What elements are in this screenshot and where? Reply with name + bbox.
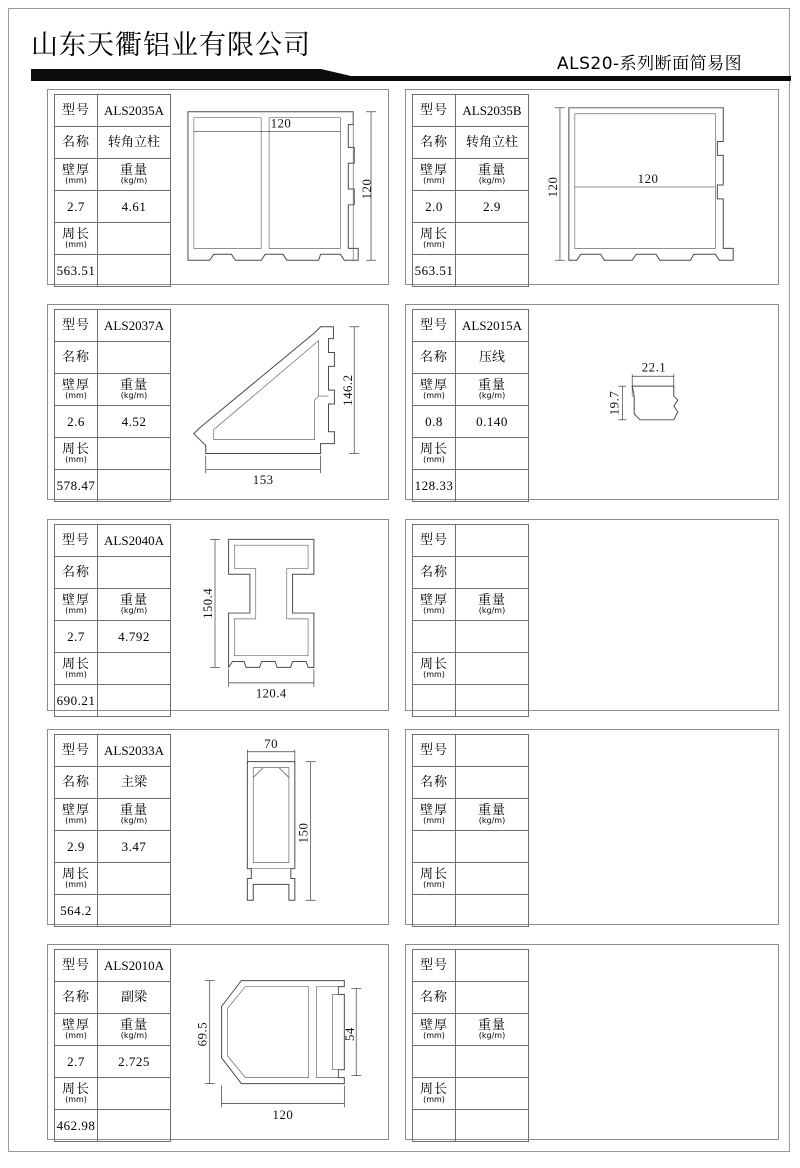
profile-drawing	[170, 730, 388, 924]
table-row	[413, 342, 529, 374]
spacer-cell	[456, 895, 529, 927]
label-perimeter: 周长 (mm)	[55, 863, 98, 895]
spacer-cell	[98, 685, 171, 717]
label-weight: 重量 (kg/m)	[456, 1014, 529, 1046]
value-name	[456, 767, 529, 799]
profile-block[interactable]	[47, 944, 389, 1140]
profile-grid	[9, 89, 791, 1159]
label-model: 型号	[413, 310, 456, 342]
table-row	[413, 950, 529, 982]
profile-block[interactable]	[47, 304, 389, 500]
value-name	[456, 982, 529, 1014]
table-row	[413, 1110, 529, 1142]
value-wall-thickness	[413, 831, 456, 863]
spec-table	[412, 524, 529, 717]
value-model	[456, 525, 529, 557]
value-model	[456, 735, 529, 767]
spec-table	[54, 94, 171, 287]
spec-table	[412, 309, 529, 502]
label-model: 型号	[55, 310, 98, 342]
dim-height: 120	[545, 176, 560, 198]
label-weight: 重量 (kg/m)	[98, 799, 171, 831]
value-perimeter	[413, 685, 456, 717]
value-name: 主梁	[98, 767, 171, 799]
value-wall-thickness: 2.7	[55, 191, 98, 223]
value-weight	[456, 621, 529, 653]
table-row	[413, 1078, 529, 1110]
dim-height: 69.5	[195, 1021, 210, 1047]
label-wall-thickness: 壁厚 (mm)	[55, 589, 98, 621]
profile-block[interactable]	[47, 519, 389, 711]
table-row	[55, 223, 171, 255]
table-row	[55, 799, 171, 831]
value-model: ALS2035A	[98, 95, 171, 127]
label-name: 名称	[55, 557, 98, 589]
table-row	[55, 589, 171, 621]
table-row	[55, 1046, 171, 1078]
value-weight: 4.61	[98, 191, 171, 223]
table-row	[55, 342, 171, 374]
spacer-cell	[456, 685, 529, 717]
table-row	[55, 525, 171, 557]
table-row	[55, 831, 171, 863]
value-name: 转角立柱	[456, 127, 529, 159]
table-row	[55, 863, 171, 895]
table-row	[413, 685, 529, 717]
spacer-cell	[98, 438, 171, 470]
grid-row	[9, 944, 791, 1159]
grid-row	[9, 519, 791, 729]
spacer-cell	[456, 470, 529, 502]
spacer-cell	[456, 653, 529, 685]
value-weight: 4.792	[98, 621, 171, 653]
value-weight: 3.47	[98, 831, 171, 863]
label-weight: 重量 (kg/m)	[456, 374, 529, 406]
table-row	[413, 525, 529, 557]
value-perimeter: 578.47	[55, 470, 98, 502]
dim-width: 120	[270, 116, 292, 131]
value-name: 压线	[456, 342, 529, 374]
spacer-cell	[98, 863, 171, 895]
table-row	[55, 255, 171, 287]
sheet-title: ALS20-系列断面简易图	[557, 54, 743, 74]
label-perimeter: 周长 (mm)	[413, 1078, 456, 1110]
value-name	[98, 557, 171, 589]
table-row	[413, 255, 529, 287]
dim-height: 150.4	[201, 587, 216, 619]
label-wall-thickness: 壁厚 (mm)	[55, 1014, 98, 1046]
dim-height: 120	[360, 178, 375, 200]
label-wall-thickness: 壁厚 (mm)	[55, 374, 98, 406]
value-perimeter: 564.2	[55, 895, 98, 927]
dim-width: 120	[637, 172, 659, 187]
value-perimeter	[413, 895, 456, 927]
spacer-cell	[456, 1110, 529, 1142]
value-wall-thickness: 2.7	[55, 621, 98, 653]
table-row	[55, 310, 171, 342]
value-name	[98, 342, 171, 374]
value-weight	[456, 1046, 529, 1078]
label-perimeter: 周长 (mm)	[413, 863, 456, 895]
profile-drawing-empty	[528, 520, 778, 710]
dim-height: 19.7	[607, 390, 622, 416]
profile-drawing	[170, 520, 388, 710]
label-weight: 重量 (kg/m)	[98, 374, 171, 406]
value-model: ALS2010A	[98, 950, 171, 982]
spacer-cell	[456, 1078, 529, 1110]
profile-drawing	[170, 945, 388, 1139]
table-row	[413, 406, 529, 438]
table-row	[413, 470, 529, 502]
table-row	[55, 685, 171, 717]
label-perimeter: 周长 (mm)	[55, 1078, 98, 1110]
value-name: 转角立柱	[98, 127, 171, 159]
label-name: 名称	[413, 127, 456, 159]
dim-height: 146.2	[341, 374, 356, 406]
value-model: ALS2033A	[98, 735, 171, 767]
spacer-cell	[98, 470, 171, 502]
spacer-cell	[456, 863, 529, 895]
value-perimeter: 563.51	[413, 255, 456, 287]
dim-width: 70	[264, 736, 279, 751]
value-weight: 2.725	[98, 1046, 171, 1078]
table-row	[55, 191, 171, 223]
table-row	[55, 159, 171, 191]
label-name: 名称	[55, 767, 98, 799]
table-row	[55, 653, 171, 685]
table-row	[55, 470, 171, 502]
table-row	[55, 1014, 171, 1046]
label-wall-thickness: 壁厚 (mm)	[413, 589, 456, 621]
spacer-cell	[98, 1078, 171, 1110]
label-perimeter: 周长 (mm)	[413, 438, 456, 470]
table-row	[413, 438, 529, 470]
value-perimeter	[413, 1110, 456, 1142]
table-row	[413, 831, 529, 863]
value-weight	[456, 831, 529, 863]
header-divider-bar	[31, 69, 791, 81]
dim-width: 120	[272, 1108, 294, 1123]
value-perimeter: 128.33	[413, 470, 456, 502]
table-row	[55, 1110, 171, 1142]
label-model: 型号	[413, 950, 456, 982]
profile-drawing	[170, 90, 388, 284]
table-row	[413, 223, 529, 255]
profile-block-empty[interactable]	[405, 519, 779, 711]
table-row	[55, 735, 171, 767]
table-row	[413, 653, 529, 685]
dim-height: 150	[296, 822, 311, 844]
value-model: ALS2037A	[98, 310, 171, 342]
profile-block[interactable]	[47, 729, 389, 925]
label-perimeter: 周长 (mm)	[55, 223, 98, 255]
value-model	[456, 950, 529, 982]
label-perimeter: 周长 (mm)	[413, 653, 456, 685]
label-model: 型号	[55, 735, 98, 767]
value-perimeter: 563.51	[55, 255, 98, 287]
label-weight: 重量 (kg/m)	[98, 159, 171, 191]
table-row	[413, 310, 529, 342]
spec-table	[54, 734, 171, 927]
label-weight: 重量 (kg/m)	[98, 589, 171, 621]
table-row	[55, 374, 171, 406]
table-row	[55, 950, 171, 982]
table-row	[55, 767, 171, 799]
spec-table	[412, 94, 529, 287]
label-name: 名称	[55, 342, 98, 374]
profile-block-empty[interactable]	[405, 944, 779, 1140]
spacer-cell	[98, 895, 171, 927]
label-model: 型号	[413, 95, 456, 127]
label-wall-thickness: 壁厚 (mm)	[413, 1014, 456, 1046]
dim-width: 120.4	[255, 686, 287, 701]
label-wall-thickness: 壁厚 (mm)	[55, 159, 98, 191]
table-row	[55, 95, 171, 127]
table-row	[413, 982, 529, 1014]
spec-table	[54, 309, 171, 502]
profile-drawing-empty	[528, 730, 778, 924]
label-weight: 重量 (kg/m)	[98, 1014, 171, 1046]
label-perimeter: 周长 (mm)	[55, 653, 98, 685]
grid-row	[9, 304, 791, 519]
value-name: 副梁	[98, 982, 171, 1014]
table-row	[55, 621, 171, 653]
table-row	[413, 589, 529, 621]
value-weight: 2.9	[456, 191, 529, 223]
table-row	[55, 127, 171, 159]
table-row	[55, 557, 171, 589]
table-row	[55, 406, 171, 438]
label-wall-thickness: 壁厚 (mm)	[413, 159, 456, 191]
label-weight: 重量 (kg/m)	[456, 799, 529, 831]
label-wall-thickness: 壁厚 (mm)	[413, 374, 456, 406]
spacer-cell	[98, 653, 171, 685]
spacer-cell	[98, 1110, 171, 1142]
value-weight: 0.140	[456, 406, 529, 438]
table-row	[413, 159, 529, 191]
profile-drawing	[528, 305, 778, 499]
label-name: 名称	[413, 557, 456, 589]
label-name: 名称	[413, 767, 456, 799]
table-row	[413, 1014, 529, 1046]
value-perimeter: 690.21	[55, 685, 98, 717]
table-row	[413, 621, 529, 653]
table-row	[413, 557, 529, 589]
value-wall-thickness: 0.8	[413, 406, 456, 438]
label-name: 名称	[413, 342, 456, 374]
value-wall-thickness: 2.9	[55, 831, 98, 863]
dim-height-secondary: 54	[343, 1027, 358, 1042]
spacer-cell	[456, 255, 529, 287]
table-row	[55, 982, 171, 1014]
value-name	[456, 557, 529, 589]
value-wall-thickness: 2.6	[55, 406, 98, 438]
drawing-sheet	[8, 8, 790, 1152]
table-row	[413, 95, 529, 127]
label-name: 名称	[55, 982, 98, 1014]
value-wall-thickness: 2.7	[55, 1046, 98, 1078]
table-row	[413, 799, 529, 831]
label-model: 型号	[55, 95, 98, 127]
value-wall-thickness: 2.0	[413, 191, 456, 223]
table-row	[413, 767, 529, 799]
spacer-cell	[98, 255, 171, 287]
table-row	[55, 438, 171, 470]
label-model: 型号	[413, 525, 456, 557]
grid-row	[9, 729, 791, 944]
dim-width: 153	[252, 473, 274, 488]
label-perimeter: 周长 (mm)	[55, 438, 98, 470]
profile-block[interactable]	[47, 89, 389, 285]
table-row	[413, 1046, 529, 1078]
label-wall-thickness: 壁厚 (mm)	[55, 799, 98, 831]
company-name: 山东天衢铝业有限公司	[31, 30, 311, 61]
table-row	[413, 735, 529, 767]
profile-drawing	[528, 90, 778, 284]
dim-width: 22.1	[641, 360, 667, 375]
value-model: ALS2015A	[456, 310, 529, 342]
table-row	[413, 127, 529, 159]
label-weight: 重量 (kg/m)	[456, 589, 529, 621]
label-model: 型号	[55, 950, 98, 982]
table-row	[413, 863, 529, 895]
spec-table	[54, 524, 171, 717]
table-row	[55, 1078, 171, 1110]
label-weight: 重量 (kg/m)	[456, 159, 529, 191]
spec-table	[412, 949, 529, 1142]
value-perimeter: 462.98	[55, 1110, 98, 1142]
spacer-cell	[98, 223, 171, 255]
spacer-cell	[456, 223, 529, 255]
spacer-cell	[456, 438, 529, 470]
label-model: 型号	[413, 735, 456, 767]
spec-table	[54, 949, 171, 1142]
label-name: 名称	[413, 982, 456, 1014]
value-model: ALS2035B	[456, 95, 529, 127]
table-row	[413, 895, 529, 927]
label-model: 型号	[55, 525, 98, 557]
profile-drawing	[170, 305, 388, 499]
value-wall-thickness	[413, 1046, 456, 1078]
table-row	[413, 191, 529, 223]
spec-table	[412, 734, 529, 927]
profile-block-empty[interactable]	[405, 729, 779, 925]
profile-block[interactable]	[405, 304, 779, 500]
value-model: ALS2040A	[98, 525, 171, 557]
value-wall-thickness	[413, 621, 456, 653]
grid-row	[9, 89, 791, 304]
profile-block[interactable]	[405, 89, 779, 285]
label-wall-thickness: 壁厚 (mm)	[413, 799, 456, 831]
label-perimeter: 周长 (mm)	[413, 223, 456, 255]
label-name: 名称	[55, 127, 98, 159]
table-row	[55, 895, 171, 927]
sheet-header	[9, 9, 791, 87]
value-weight: 4.52	[98, 406, 171, 438]
profile-drawing-empty	[528, 945, 778, 1139]
table-row	[413, 374, 529, 406]
